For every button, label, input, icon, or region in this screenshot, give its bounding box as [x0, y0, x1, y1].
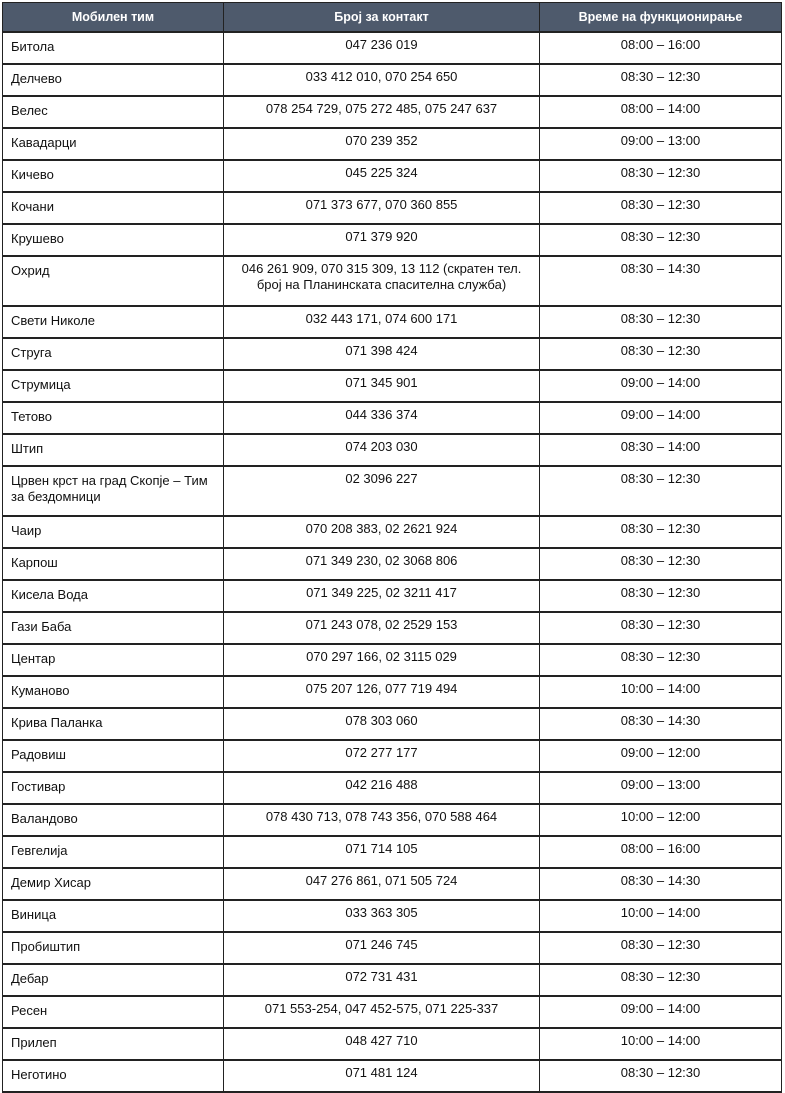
- hours-cell: 10:00 – 14:00: [540, 900, 782, 932]
- team-cell: Црвен крст на град Скопје – Тим за бездомници: [3, 466, 224, 516]
- hours-cell: 08:30 – 12:30: [540, 932, 782, 964]
- hours-cell: 08:30 – 12:30: [540, 224, 782, 256]
- mobile-teams-table: [2, 2, 782, 1093]
- team-cell: Гевгелија: [3, 836, 224, 868]
- table-row: [3, 836, 782, 868]
- team-cell: Виница: [3, 900, 224, 932]
- hours-cell: 08:00 – 16:00: [540, 836, 782, 868]
- hours-cell: 09:00 – 13:00: [540, 128, 782, 160]
- hours-cell: 08:30 – 14:00: [540, 434, 782, 466]
- hours-cell: 09:00 – 12:00: [540, 740, 782, 772]
- hours-cell: 10:00 – 12:00: [540, 804, 782, 836]
- contact-cell: 071 243 078, 02 2529 153: [224, 612, 540, 644]
- table-row: [3, 160, 782, 192]
- header-hours: Време на функционирање: [540, 3, 782, 33]
- team-cell: Куманово: [3, 676, 224, 708]
- team-cell: Штип: [3, 434, 224, 466]
- team-cell: Демир Хисар: [3, 868, 224, 900]
- table-row: [3, 708, 782, 740]
- table-row: [3, 964, 782, 996]
- contact-cell: 070 297 166, 02 3115 029: [224, 644, 540, 676]
- table-row: [3, 612, 782, 644]
- table-row: [3, 338, 782, 370]
- contact-cell: 072 277 177: [224, 740, 540, 772]
- table-body: [3, 32, 782, 1092]
- contact-cell: 046 261 909, 070 315 309, 13 112 (скратен тел. број на Планинската спасителна служба): [224, 256, 540, 306]
- contact-cell: 078 303 060: [224, 708, 540, 740]
- table-row: [3, 192, 782, 224]
- hours-cell: 08:30 – 14:30: [540, 868, 782, 900]
- hours-cell: 08:30 – 12:30: [540, 612, 782, 644]
- table-row: [3, 1060, 782, 1092]
- contact-cell: 071 553-254, 047 452-575, 071 225-337: [224, 996, 540, 1028]
- contact-cell: 033 412 010, 070 254 650: [224, 64, 540, 96]
- team-cell: Тетово: [3, 402, 224, 434]
- contact-cell: 072 731 431: [224, 964, 540, 996]
- contact-cell: 070 208 383, 02 2621 924: [224, 516, 540, 548]
- contact-cell: 033 363 305: [224, 900, 540, 932]
- team-cell: Чаир: [3, 516, 224, 548]
- table-row: [3, 466, 782, 516]
- hours-cell: 09:00 – 13:00: [540, 772, 782, 804]
- hours-cell: 09:00 – 14:00: [540, 996, 782, 1028]
- team-cell: Дебар: [3, 964, 224, 996]
- contact-cell: 071 349 225, 02 3211 417: [224, 580, 540, 612]
- table-row: [3, 1028, 782, 1060]
- hours-cell: 08:30 – 12:30: [540, 1060, 782, 1092]
- table-row: [3, 128, 782, 160]
- team-cell: Битола: [3, 32, 224, 64]
- hours-cell: 08:30 – 14:30: [540, 708, 782, 740]
- hours-cell: 08:30 – 12:30: [540, 548, 782, 580]
- table-row: [3, 64, 782, 96]
- hours-cell: 08:30 – 12:30: [540, 338, 782, 370]
- table-header: [3, 3, 782, 33]
- header-contact: Број за контакт: [224, 3, 540, 33]
- team-cell: Струга: [3, 338, 224, 370]
- contact-cell: 078 430 713, 078 743 356, 070 588 464: [224, 804, 540, 836]
- table-row: [3, 224, 782, 256]
- contact-cell: 044 336 374: [224, 402, 540, 434]
- table-row: [3, 402, 782, 434]
- team-cell: Кавадарци: [3, 128, 224, 160]
- team-cell: Делчево: [3, 64, 224, 96]
- team-cell: Валандово: [3, 804, 224, 836]
- team-cell: Кочани: [3, 192, 224, 224]
- table-row: [3, 932, 782, 964]
- contact-cell: 071 373 677, 070 360 855: [224, 192, 540, 224]
- table-row: [3, 434, 782, 466]
- team-cell: Карпош: [3, 548, 224, 580]
- table-row: [3, 516, 782, 548]
- hours-cell: 08:30 – 12:30: [540, 644, 782, 676]
- table-row: [3, 370, 782, 402]
- hours-cell: 08:00 – 16:00: [540, 32, 782, 64]
- team-cell: Прилеп: [3, 1028, 224, 1060]
- table-row: [3, 868, 782, 900]
- table-row: [3, 96, 782, 128]
- table-row: [3, 306, 782, 338]
- contact-cell: 071 481 124: [224, 1060, 540, 1092]
- hours-cell: 08:30 – 12:30: [540, 964, 782, 996]
- team-cell: Центар: [3, 644, 224, 676]
- hours-cell: 08:30 – 12:30: [540, 466, 782, 516]
- table-row: [3, 740, 782, 772]
- table-row: [3, 548, 782, 580]
- contact-cell: 071 398 424: [224, 338, 540, 370]
- table-row: [3, 772, 782, 804]
- team-cell: Кичево: [3, 160, 224, 192]
- team-cell: Крива Паланка: [3, 708, 224, 740]
- team-cell: Крушево: [3, 224, 224, 256]
- table-row: [3, 32, 782, 64]
- contact-cell: 074 203 030: [224, 434, 540, 466]
- team-cell: Гостивар: [3, 772, 224, 804]
- team-cell: Свети Николе: [3, 306, 224, 338]
- team-cell: Струмица: [3, 370, 224, 402]
- hours-cell: 10:00 – 14:00: [540, 676, 782, 708]
- contact-cell: 078 254 729, 075 272 485, 075 247 637: [224, 96, 540, 128]
- header-team: Мобилен тим: [3, 3, 224, 33]
- hours-cell: 08:30 – 12:30: [540, 516, 782, 548]
- team-cell: Пробиштип: [3, 932, 224, 964]
- team-cell: Ресен: [3, 996, 224, 1028]
- contact-cell: 047 276 861, 071 505 724: [224, 868, 540, 900]
- table-row: [3, 676, 782, 708]
- contact-cell: 071 379 920: [224, 224, 540, 256]
- table-row: [3, 580, 782, 612]
- contact-cell: 032 443 171, 074 600 171: [224, 306, 540, 338]
- table-row: [3, 256, 782, 306]
- contact-cell: 070 239 352: [224, 128, 540, 160]
- team-cell: Кисела Вода: [3, 580, 224, 612]
- team-cell: Охрид: [3, 256, 224, 306]
- hours-cell: 08:30 – 12:30: [540, 580, 782, 612]
- hours-cell: 08:30 – 12:30: [540, 306, 782, 338]
- hours-cell: 08:30 – 12:30: [540, 160, 782, 192]
- team-cell: Велес: [3, 96, 224, 128]
- table-row: [3, 996, 782, 1028]
- table-row: [3, 644, 782, 676]
- contact-cell: 075 207 126, 077 719 494: [224, 676, 540, 708]
- team-cell: Гази Баба: [3, 612, 224, 644]
- contact-cell: 071 345 901: [224, 370, 540, 402]
- contact-cell: 071 246 745: [224, 932, 540, 964]
- hours-cell: 08:30 – 14:30: [540, 256, 782, 306]
- hours-cell: 09:00 – 14:00: [540, 370, 782, 402]
- hours-cell: 09:00 – 14:00: [540, 402, 782, 434]
- table-row: [3, 804, 782, 836]
- team-cell: Неготино: [3, 1060, 224, 1092]
- hours-cell: 08:30 – 12:30: [540, 64, 782, 96]
- contact-cell: 048 427 710: [224, 1028, 540, 1060]
- contact-cell: 042 216 488: [224, 772, 540, 804]
- contact-cell: 047 236 019: [224, 32, 540, 64]
- team-cell: Радовиш: [3, 740, 224, 772]
- contact-cell: 071 714 105: [224, 836, 540, 868]
- table-row: [3, 900, 782, 932]
- contact-cell: 071 349 230, 02 3068 806: [224, 548, 540, 580]
- header-row: [3, 3, 782, 33]
- hours-cell: 08:00 – 14:00: [540, 96, 782, 128]
- hours-cell: 08:30 – 12:30: [540, 192, 782, 224]
- hours-cell: 10:00 – 14:00: [540, 1028, 782, 1060]
- contact-cell: 02 3096 227: [224, 466, 540, 516]
- contact-table-page: [2, 2, 781, 1093]
- contact-cell: 045 225 324: [224, 160, 540, 192]
